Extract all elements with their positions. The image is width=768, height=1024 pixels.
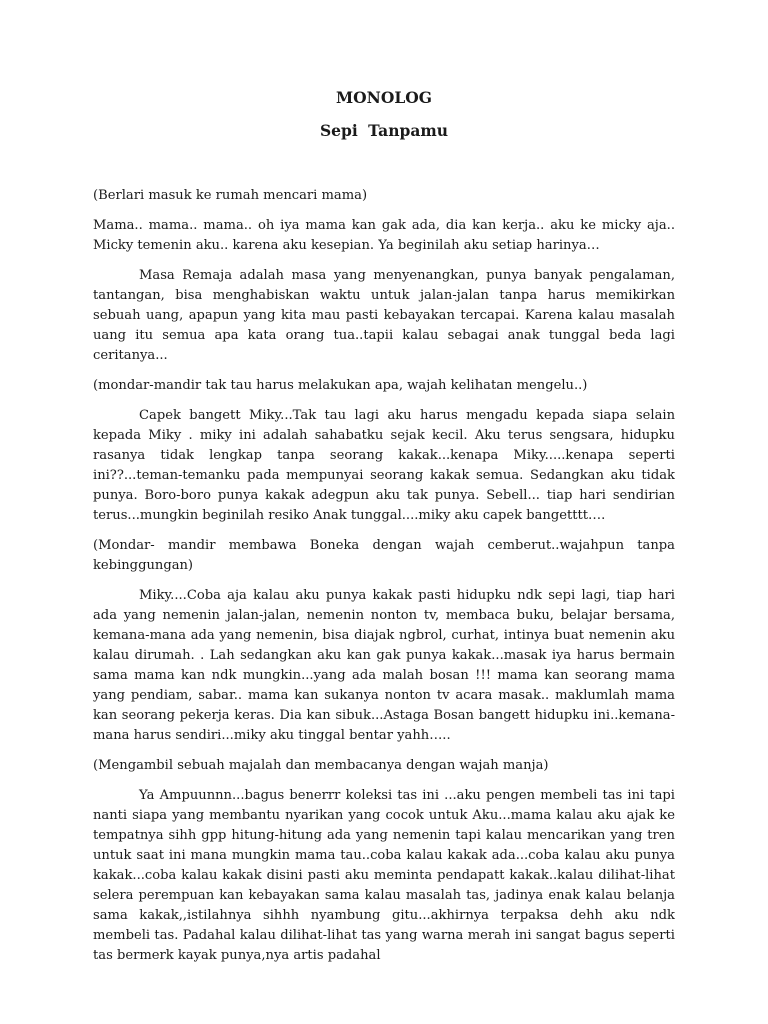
body-paragraph: Ya Ampuunnn...bagus benerrr koleksi tas ini ...aku pengen membeli tas ini tapi nanti siapa yang membantu nyarikan yang cocok untuk Aku...mama kalau aku ajak ke tempatnya sihh gpp hitung-hitung ada yang nemenin tapi kalau mencarikan yang tren untuk saat ini mana mungkin mama tau..coba kalau kakak ada...coba kalau aku punya kakak...coba kalau kakak disini pasti aku meminta pendapatt kakak..kalau dilihat-lihat selera perempuan kan kebayakan sama kalau masalah tas, jadinya enak kalau belanja sama kakak,,istilahnya sihhh nyambung gitu...akhirnya terpaksa dehh aku ndk membeli tas. Padahal kalau dilihat-lihat tas yang warna merah ini sangat bagus seperti tas bermerk kayak punya,nya artis padahal	[93, 788, 675, 963]
stage-direction-paragraph: Mama.. mama.. mama.. oh iya mama kan gak ada, dia kan kerja.. aku ke micky aja.. Micky temenin aku.. karena aku kesepian. Ya beginilah aku setiap harinya…	[93, 218, 675, 253]
body-paragraph: Miky....Coba aja kalau aku punya kakak pasti hidupku ndk sepi lagi, tiap hari ada yang nemenin jalan-jalan, nemenin nonton tv, membaca buku, belajar bersama, kemana-mana ada yang nemenin, bisa diajak ngbrol, curhat, intinya buat nemenin aku kalau dirumah. . Lah sedangkan aku kan gak punya kakak...masak iya harus bermain sama mama kan ndk mungkin...yang ada malah bosan !!! mama kan seorang mama yang pendiam, sabar.. mama kan sukanya nonton tv acara masak.. maklumlah mama kan seorang pekerja keras. Dia kan sibuk...Astaga Bosan bangett hidupku ini..kemana-mana harus sendiri...miky aku tinggal bentar yahh…..	[93, 588, 675, 743]
stage-direction-paragraph: (Mengambil sebuah majalah dan membacanya dengan wajah manja)	[93, 758, 549, 773]
body-paragraph: Masa Remaja adalah masa yang menyenangkan, punya banyak pengalaman, tantangan, bisa menghabiskan waktu untuk jalan-jalan tanpa harus memikirkan sebuah uang, apapun yang kita mau pasti kebayakan tercapai. Karena kalau masalah uang itu semua apa kata orang tua..tapii kalau sebagai anak tunggal beda lagi ceritanya...	[93, 268, 675, 363]
paragraph-list	[93, 186, 675, 966]
stage-direction-paragraph: (Berlari masuk ke rumah mencari mama)	[93, 188, 368, 203]
document-body	[93, 88, 675, 976]
document-subtitle: Sepi Tanpamu	[319, 121, 449, 140]
stage-direction-paragraph: (mondar-mandir tak tau harus melakukan apa, wajah kelihatan mengelu..)	[93, 378, 588, 393]
stage-direction-paragraph: (Mondar- mandir membawa Boneka dengan wajah cemberut..wajahpun tanpa kebinggungan)	[93, 538, 675, 573]
document-title: MONOLOG	[336, 88, 432, 107]
body-paragraph: Capek bangett Miky...Tak tau lagi aku harus mengadu kepada siapa selain kepada Miky . miky ini adalah sahabatku sejak kecil. Aku terus sengsara, hidupku rasanya tidak lengkap tanpa seorang kakak...kenapa Miky.....kenapa seperti ini??...teman-temanku pada mempunyai seorang kakak semua. Sedangkan aku tidak punya. Boro-boro punya kakak adegpun aku tak punya. Sebell... tiap hari sendirian terus...mungkin beginilah resiko Anak tunggal....miky aku capek bangetttt….	[93, 408, 675, 523]
